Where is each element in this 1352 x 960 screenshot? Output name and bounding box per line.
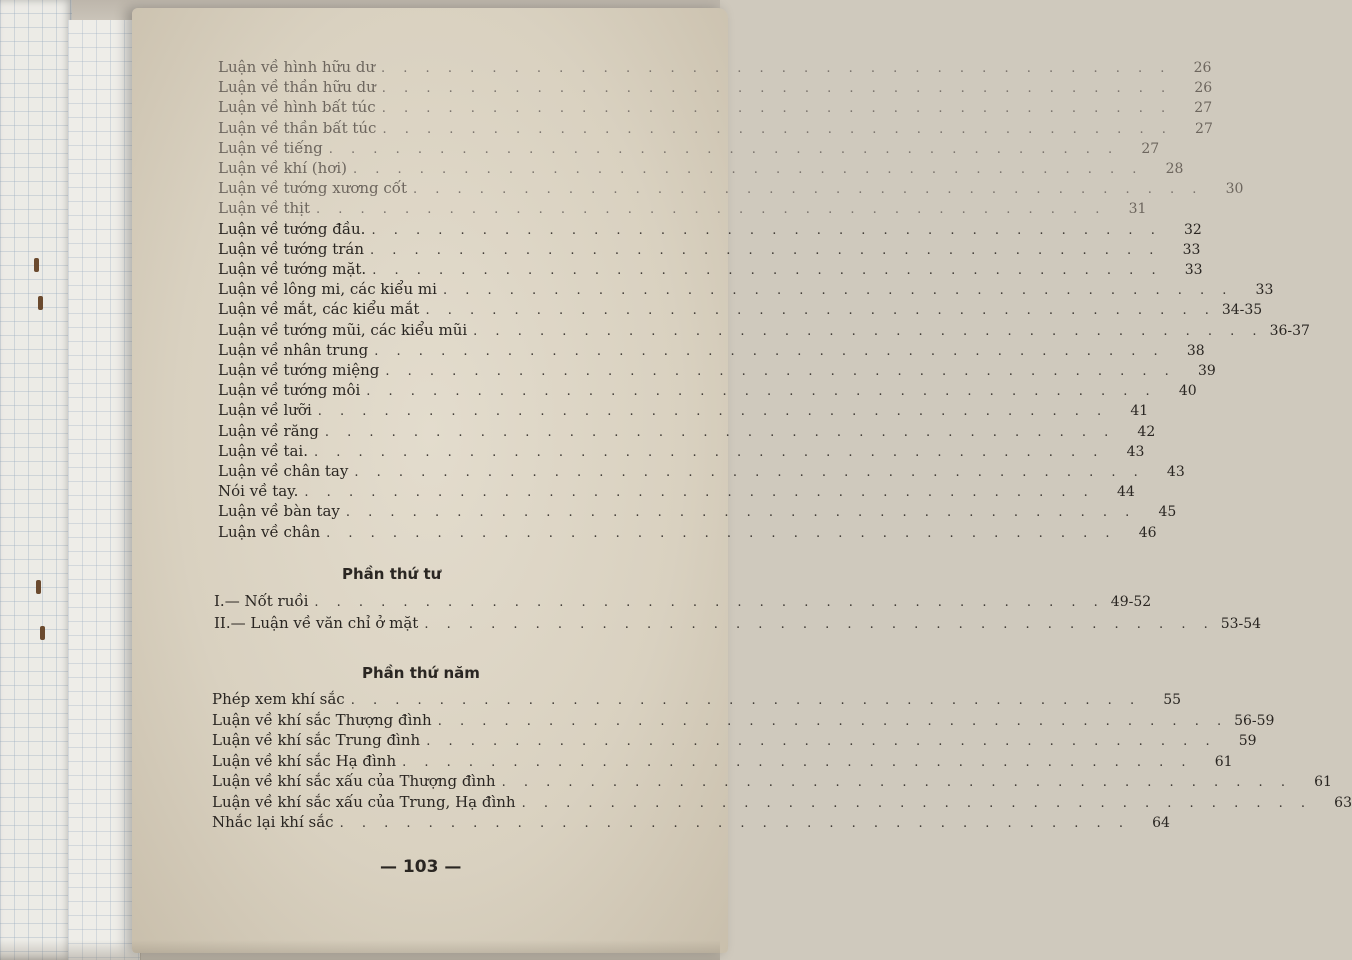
toc-entry-page-number: 31	[1128, 201, 1147, 218]
toc-entry	[212, 731, 1257, 749]
toc-entry-page-number: 36-37	[1269, 322, 1310, 339]
toc-entry-page-number: 43	[1166, 464, 1185, 480]
toc-entry	[218, 522, 1157, 541]
toc-entry-page-number: 40	[1178, 383, 1197, 400]
toc-entry-page-number: 41	[1130, 403, 1149, 420]
binding-thread-mark	[36, 580, 41, 594]
toc-entry-title: Luận về tướng mũi, các kiểu mũi	[218, 320, 468, 339]
dot-leader: . . . . . . . . . . . . . . . . . . . . . . . . . . . . . . . . . . . .	[382, 121, 1173, 137]
toc-entry-page-number: 61	[1214, 753, 1233, 770]
dot-leader: . . . . . . . . . . . . . . . . . . . . . . . . . . . . . . . . . . . .	[381, 101, 1173, 117]
toc-entry	[218, 340, 1205, 359]
toc-entry	[212, 751, 1233, 770]
toc-entry	[218, 179, 1244, 198]
dot-leader: . . . . . . . . . . . . . . . . . . . . . . . . . . . . . . . . . . . .	[354, 465, 1145, 480]
toc-entry-page-number: 33	[1255, 282, 1274, 299]
dot-leader: . . . . . . . . . . . . . . . . . . . . . . . . . . . . . . . . . . . .	[366, 384, 1157, 400]
toc-entry	[218, 300, 1263, 319]
dot-leader: . . . . . . . . . . . . . . . . . . . . . . . . . . . . . . . . . . . .	[317, 404, 1109, 420]
toc-entry-page-number: 55	[1163, 692, 1182, 708]
binding-thread-mark	[40, 626, 45, 640]
toc-entry-page-number: 56-59	[1234, 712, 1275, 729]
dot-leader: . . . . . . . . . . . . . . . . . . . . . . . . . . . . . . . . . . . .	[425, 303, 1216, 319]
toc-entry-title: Luận về thần hữu dư	[218, 78, 376, 97]
toc-entry	[218, 462, 1185, 480]
binding-thread-mark	[34, 258, 39, 272]
toc-entry	[218, 441, 1145, 460]
toc-entry-title: I.— Nốt ruồi	[214, 592, 309, 610]
toc-entry	[218, 199, 1147, 218]
toc-entry	[218, 78, 1213, 97]
toc-entry-title: Luận về tướng môi	[218, 381, 361, 400]
toc-entry	[212, 792, 1352, 811]
dot-leader: . . . . . . . . . . . . . . . . . . . . . . . . . . . . . . . . . . . .	[374, 343, 1165, 359]
toc-entry	[218, 320, 1310, 339]
toc-entry	[218, 219, 1202, 238]
toc-entry	[214, 614, 1262, 632]
toc-entry-title: Luận về khí sắc Trung đình	[212, 731, 421, 749]
toc-entry-page-number: 28	[1165, 161, 1184, 177]
toc-entry-page-number: 46	[1138, 524, 1157, 541]
dot-leader: . . . . . . . . . . . . . . . . . . . . . . . . . . . . . . . . . . . .	[371, 222, 1162, 238]
toc-entry-title: Luận về hình hữu dư	[218, 58, 376, 76]
page-edge-shadow	[0, 940, 720, 960]
toc-entry-page-number: 64	[1152, 815, 1170, 831]
dot-leader: . . . . . . . . . . . . . . . . . . . . . . . . . . . . . . . . . . . .	[473, 323, 1264, 339]
section-heading-part-5: Phần thứ năm	[362, 664, 480, 682]
toc-entry-title: Luận về hình bất túc	[218, 98, 376, 117]
toc-entry-title: II.— Luận về văn chỉ ở mặt	[214, 614, 419, 632]
dot-leader: . . . . . . . . . . . . . . . . . . . . . . . . . . . . . . . . . . . .	[339, 816, 1130, 831]
toc-entry-page-number: 43	[1126, 443, 1145, 460]
toc-entry	[218, 280, 1274, 299]
dot-leader: . . . . . . . . . . . . . . . . . . . . . . . . . . . . . . . . . . . .	[437, 713, 1229, 729]
binding-thread-mark	[38, 296, 43, 310]
toc-entry-page-number: 63	[1334, 794, 1352, 811]
toc-entry-title: Luận về thịt	[218, 199, 310, 218]
toc-entry-page-number: 38	[1186, 342, 1205, 359]
toc-entry	[218, 58, 1212, 76]
dot-leader: . . . . . . . . . . . . . . . . . . . . . . . . . . . . . . . . . . . .	[345, 505, 1137, 521]
toc-entry-page-number: 32	[1184, 221, 1202, 238]
toc-entry-page-number: 26	[1194, 80, 1213, 97]
toc-entry-title: Luận về tướng trán	[218, 239, 365, 258]
toc-entry-title: Luận về tướng đầu.	[218, 219, 366, 238]
toc-entry-title: Luận về nhân trung	[218, 340, 369, 359]
toc-entry-page-number: 39	[1197, 363, 1216, 379]
toc-entry-page-number: 27	[1141, 140, 1160, 157]
dot-leader: . . . . . . . . . . . . . . . . . . . . . . . . . . . . . . . . . . . .	[372, 263, 1163, 278]
toc-entry-title: Luận về chân	[218, 522, 321, 541]
toc-entry-title: Luận về chân tay	[218, 462, 349, 480]
toc-entry-title: Luận về khí (hơi)	[218, 159, 347, 177]
toc-entry	[218, 482, 1135, 501]
toc-entry-title: Luận về khí sắc Thượng đình	[212, 710, 432, 729]
dot-leader: . . . . . . . . . . . . . . . . . . . . . . . . . . . . . . . . . . . .	[521, 795, 1312, 811]
dot-leader: . . . . . . . . . . . . . . . . . . . . . . . . . . . . . . . . . . . .	[442, 283, 1234, 299]
toc-entry-page-number: 27	[1195, 120, 1213, 137]
toc-entry-title: Nhắc lại khí sắc	[212, 813, 334, 831]
toc-entry-page-number: 42	[1137, 423, 1156, 440]
toc-entry	[218, 138, 1160, 157]
toc-entry	[218, 502, 1177, 521]
toc-entry-title: Luận về khí sắc Hạ đình	[212, 751, 397, 770]
toc-entry-title: Luận về tiếng	[218, 138, 323, 157]
toc-entry-page-number: 30	[1225, 181, 1244, 198]
toc-entry-title: Luận về tai.	[218, 441, 308, 460]
previous-leaf	[68, 20, 141, 960]
dot-leader: . . . . . . . . . . . . . . . . . . . . . . . . . . . . . . . . . . . .	[381, 81, 1173, 97]
toc-entry-title: Luận về răng	[218, 421, 319, 440]
dot-leader: . . . . . . . . . . . . . . . . . . . . . . . . . . . . . . . . . . . .	[501, 775, 1292, 790]
toc-entry-title: Phép xem khí sắc	[212, 690, 345, 708]
toc-entry	[212, 813, 1170, 831]
toc-entry	[212, 710, 1275, 729]
binding-spine	[0, 0, 72, 960]
toc-entry-page-number: 33	[1182, 241, 1201, 258]
dot-leader: . . . . . . . . . . . . . . . . . . . . . . . . . . . . . . . . . . . .	[324, 424, 1116, 440]
toc-entry	[214, 592, 1152, 610]
dot-leader: . . . . . . . . . . . . . . . . . . . . . . . . . . . . . . . . . . . .	[352, 162, 1144, 177]
toc-entry-page-number: 61	[1314, 774, 1332, 790]
dot-leader: . . . . . . . . . . . . . . . . . . . . . . . . . . . . . . . . . . . .	[304, 485, 1095, 501]
toc-entry	[218, 118, 1213, 137]
toc-entry	[212, 772, 1332, 790]
dot-leader: . . . . . . . . . . . . . . . . . . . . . . . . . . . . . . . . . . . .	[385, 364, 1176, 379]
dot-leader: . . . . . . . . . . . . . . . . . . . . . . . . . . . . . . . . . . . .	[328, 141, 1120, 157]
toc-entry-title: Luận về tướng xương cốt	[218, 179, 408, 198]
dot-leader: . . . . . . . . . . . . . . . . . . . . . . . . . . . . . . . . . . . .	[370, 242, 1161, 258]
dot-leader: . . . . . . . . . . . . . . . . . . . . . . . . . . . . . . . . . . . .	[426, 734, 1217, 749]
toc-entry-page-number: 45	[1158, 504, 1177, 521]
toc-entry-page-number: 49-52	[1110, 594, 1152, 610]
toc-entry	[218, 159, 1184, 177]
dot-leader: . . . . . . . . . . . . . . . . . . . . . . . . . . . . . . . . . . . .	[315, 202, 1107, 218]
toc-entry-title: Luận về khí sắc xấu của Thượng đình	[212, 772, 496, 790]
toc-entry-title: Luận về bàn tay	[218, 502, 340, 521]
toc-entry	[218, 260, 1203, 278]
toc-entry-title: Luận về tướng miệng	[218, 361, 380, 379]
toc-entry-title: Luận về mắt, các kiểu mắt	[218, 300, 420, 319]
toc-entry	[218, 421, 1156, 440]
dot-leader: . . . . . . . . . . . . . . . . . . . . . . . . . . . . . . . . . . . .	[326, 525, 1117, 541]
dot-leader: . . . . . . . . . . . . . . . . . . . . . . . . . . . . . . . . . . . .	[314, 444, 1105, 460]
toc-entry-title: Nói về tay.	[218, 482, 299, 501]
toc-entry	[218, 361, 1216, 379]
dot-leader: . . . . . . . . . . . . . . . . . . . . . . . . . . . . . . . . . . . .	[381, 61, 1172, 76]
toc-entry-title: Luận về thần bất túc	[218, 118, 377, 137]
toc-entry-title: Luận về tướng mặt.	[218, 260, 367, 278]
dot-leader: . . . . . . . . . . . . . . . . . . . . . . . . . . . . . . . . . . . .	[350, 693, 1142, 708]
dot-leader: . . . . . . . . . . . . . . . . . . . . . . . . . . . . . . . . . . . .	[413, 182, 1204, 198]
toc-entry-page-number: 44	[1117, 484, 1135, 501]
dot-leader: . . . . . . . . . . . . . . . . . . . . . . . . . . . . . . . . . . . .	[424, 617, 1215, 632]
dot-leader: . . . . . . . . . . . . . . . . . . . . . . . . . . . . . . . . . . . .	[314, 595, 1105, 610]
toc-entry	[212, 690, 1182, 708]
toc-entry-page-number: 33	[1184, 262, 1203, 278]
dot-leader: . . . . . . . . . . . . . . . . . . . . . . . . . . . . . . . . . . . .	[402, 754, 1193, 770]
toc-entry	[218, 381, 1197, 400]
toc-entry	[218, 401, 1149, 420]
toc-entry-title: Luận về lưỡi	[218, 401, 312, 420]
toc-entry-page-number: 59	[1238, 733, 1257, 749]
toc-entry	[218, 239, 1201, 258]
toc-entry-title: Luận về khí sắc xấu của Trung, Hạ đình	[212, 792, 516, 811]
toc-entry-title: Luận về lông mi, các kiểu mi	[218, 280, 437, 299]
toc-entry-page-number: 26	[1193, 60, 1212, 76]
toc-entry	[218, 98, 1213, 117]
page-number: — 103 —	[380, 857, 462, 877]
toc-entry-page-number: 34-35	[1221, 302, 1263, 319]
section-heading-part-4: Phần thứ tư	[342, 565, 442, 583]
toc-entry-page-number: 27	[1194, 100, 1213, 117]
toc-entry-page-number: 53-54	[1220, 616, 1262, 632]
